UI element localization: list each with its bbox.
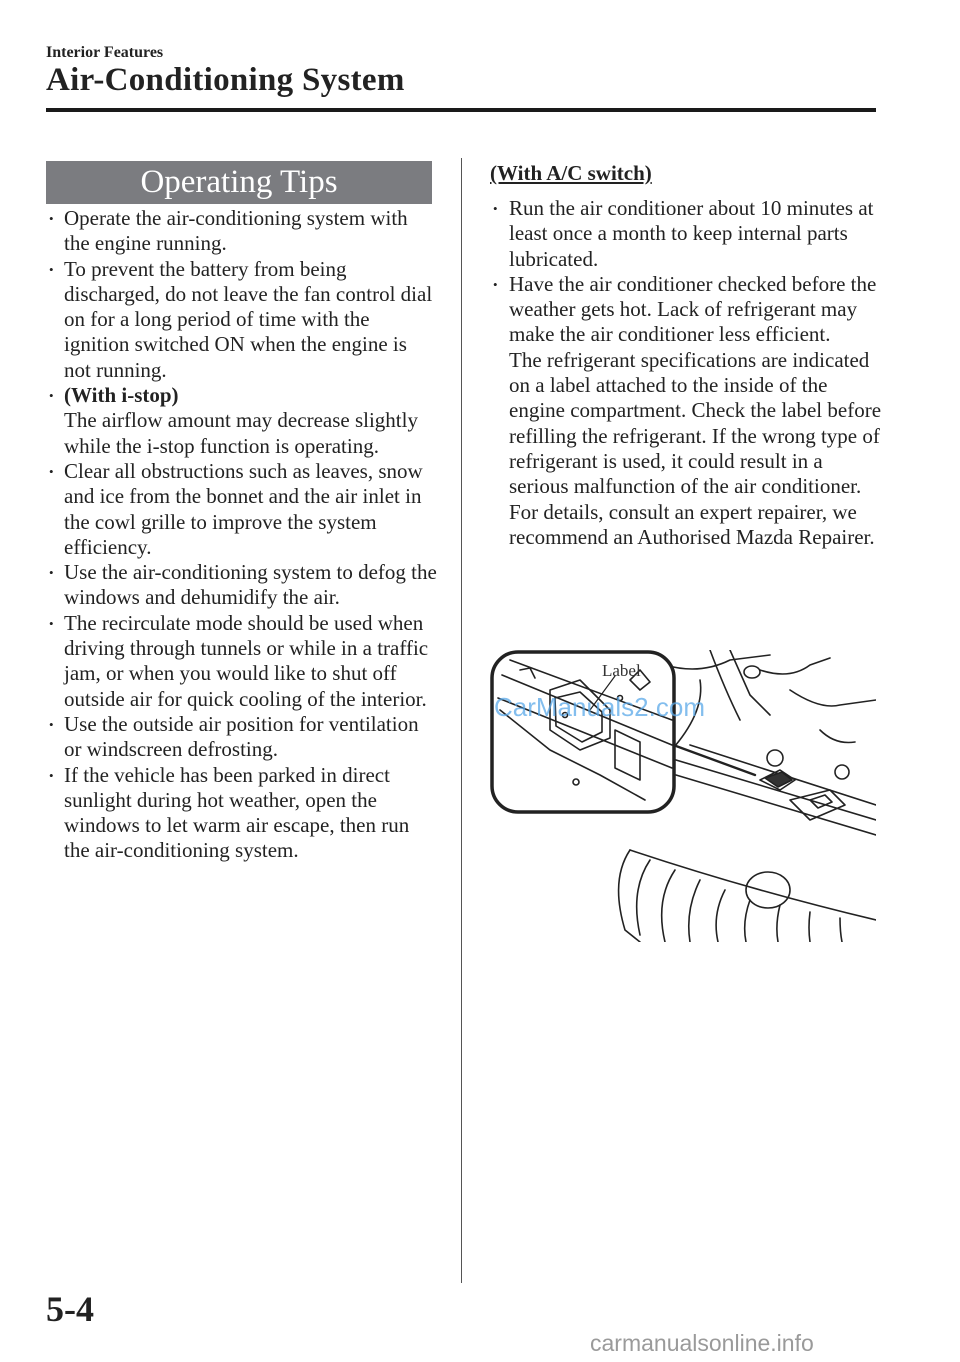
figure-label: Label — [602, 661, 641, 680]
engine-bay-illustration — [490, 650, 876, 942]
figure-watermark: CarManuals2.com — [494, 692, 705, 722]
ac-switch-column — [490, 160, 882, 550]
refrigerant-label-figure — [490, 650, 876, 942]
tip-item — [46, 206, 438, 257]
ac-text: Run the air conditioner about 10 minutes at least once a month to keep internal parts lubricated. — [509, 196, 874, 271]
section-name: Interior Features — [46, 44, 164, 61]
operating-tips-banner: Operating Tips — [46, 161, 432, 204]
tip-item — [46, 611, 438, 712]
header-rule — [46, 108, 876, 112]
istop-label: (With i-stop) — [64, 383, 179, 408]
footer-watermark: carmanualsonline.info — [590, 1330, 814, 1356]
tip-item-istop — [46, 383, 438, 459]
column-divider — [461, 158, 462, 1283]
tip-text: If the vehicle has been parked in direct sunlight during hot weather, open the windows to let warm air escape, then run the air-conditioning system. — [64, 762, 410, 863]
tip-text: Operate the air-conditioning system with the engine running. — [64, 206, 408, 256]
ac-item — [490, 196, 882, 272]
tip-text: Use the air-conditioning system to defog the windows and dehumidify the air. — [64, 560, 437, 610]
ac-text: The refrigerant specifications are indicated on a label attached to the inside of the engine compartment. Check the label before refilling the refrigerant. If the wrong type of refrigerant is used, it could result in a serious malfunction of the air conditioner. — [509, 347, 882, 499]
tip-item — [46, 712, 438, 763]
ac-item — [490, 272, 882, 550]
operating-tips-column — [46, 206, 438, 864]
page-title: Air-Conditioning System — [46, 62, 405, 98]
tip-text: The recirculate mode should be used when driving through tunnels or while in a traffic jam, or when you would like to shut off outside air for quick cooling of the interior. — [64, 610, 429, 711]
ac-text: For details, consult an expert repairer, we recommend an Authorised Mazda Repairer. — [509, 499, 875, 549]
tip-text: Clear all obstructions such as leaves, snow and ice from the bonnet and the air inlet in the cowl grille to improve the system efficiency. — [64, 458, 423, 559]
page-number: 5-4 — [46, 1289, 94, 1329]
ac-switch-heading: (With A/C switch) — [490, 161, 652, 185]
ac-text: Have the air conditioner checked before the weather gets hot. Lack of refrigerant may make the air conditioner less efficient. — [509, 271, 877, 347]
tip-text: Use the outside air position for ventilation or windscreen defrosting. — [64, 711, 419, 762]
tip-item — [46, 763, 438, 864]
tip-text: To prevent the battery from being discharged, do not leave the fan control dial on for a long period of time with the ignition switched ON when the engine is not running. — [64, 256, 433, 382]
tip-item — [46, 560, 438, 611]
tip-item — [46, 257, 438, 383]
operating-tips-list — [46, 206, 438, 864]
tip-item — [46, 459, 438, 560]
tip-text: The airflow amount may decrease slightly while the i-stop function is operating. — [64, 408, 418, 458]
ac-switch-list — [490, 196, 882, 550]
